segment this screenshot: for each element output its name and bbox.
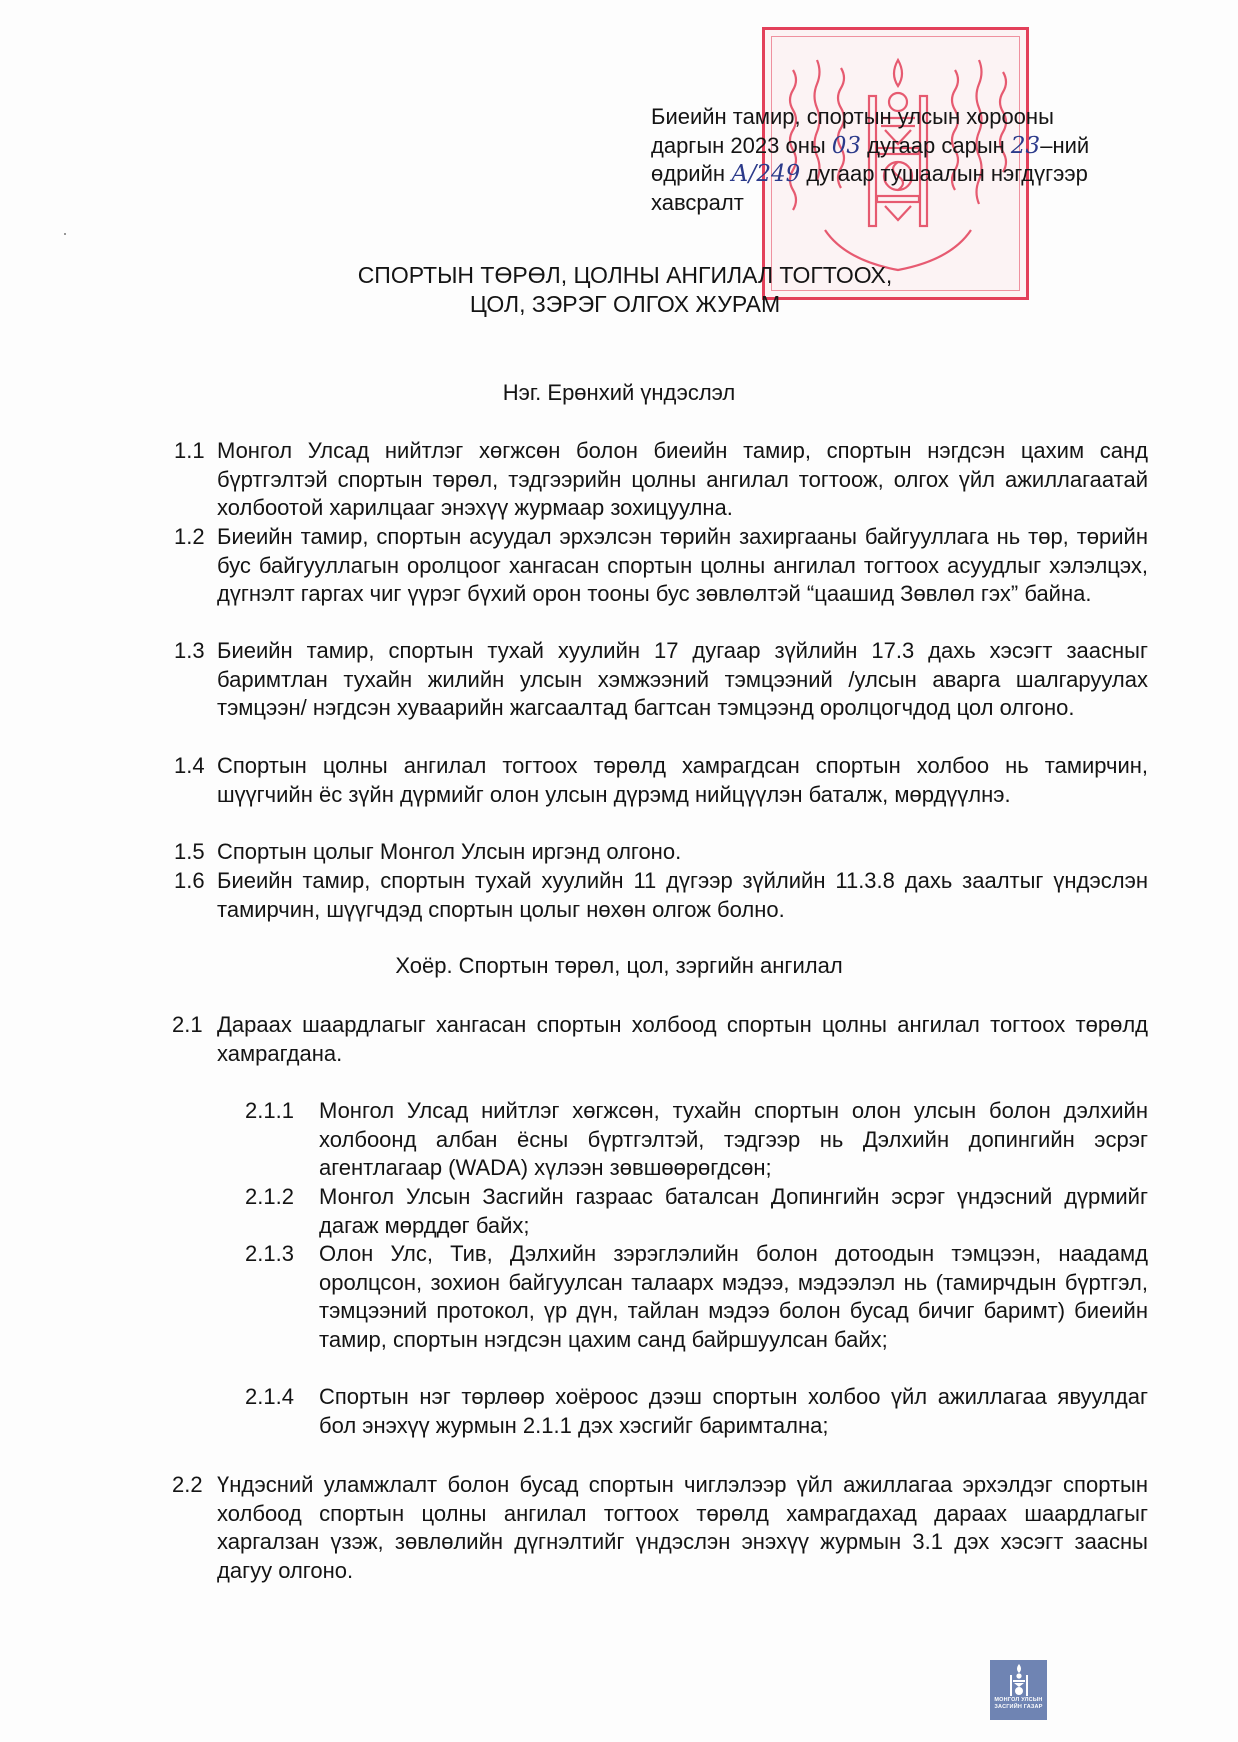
subclause-text: Монгол Улсад нийтлэг хөгжсөн, тухайн спортын олон улсын болон дэлхийн холбоонд албан ёсны бүртгэлтэй, тэдгээр нь Дэлхийн допингийн эсрэг агентлагаар (WADA) хүлээн зөвшөөрөгдсөн; bbox=[319, 1098, 1148, 1180]
clause-1-6 bbox=[174, 867, 1148, 924]
clause-text: Биеийн тамир, спортын тухай хуулийн 11 дүгээр зүйлийн 11.3.8 дахь заалтыг үндэслэн тамирчин, шүүгчдэд спортын цолыг нөхөн олгож болно. bbox=[217, 868, 1148, 922]
clause-number: 1.6 bbox=[174, 868, 205, 893]
clause-text: Үндэсний уламжлалт болон бусад спортын чиглэлээр үйл ажиллагаа эрхэлдэг спортын холбоод спортын цолны ангилал тогтоох төрөлд хамрагдахад дараах шаардлагыг харгалзан үзэж, зөвлөлийн дүгнэлтийг үндэслэн энэхүү журмын 3.1 дэх хэсэгт заасны дагуу олгоно. bbox=[217, 1472, 1148, 1583]
handwritten-day: 23 bbox=[1010, 132, 1041, 159]
clause-text: Спортын цолны ангилал тогтоох төрөлд хамрагдсан спортын холбоо нь тамирчин, шүүгчийн ёс зүйн дүрмийг олон улсын дүрэмд нийцүүлэн баталж, мөрдүүлнэ. bbox=[217, 753, 1148, 807]
subclause-number: 2.1.4 bbox=[245, 1384, 294, 1409]
subclause-2-1-2 bbox=[245, 1183, 1148, 1240]
handwritten-month: 03 bbox=[831, 132, 862, 159]
clause-number: 2.2 bbox=[172, 1472, 203, 1497]
clause-number: 1.3 bbox=[174, 638, 205, 663]
section-1-heading: Нэг. Ерөнхий үндэслэл bbox=[502, 380, 736, 405]
clause-text: Спортын цолыг Монгол Улсын иргэнд олгоно. bbox=[217, 839, 682, 864]
clause-text: Монгол Улсад нийтлэг хөгжсөн болон биеийн тамир, спортын нэгдсэн цахим санд бүртгэлтэй спортын төрөл, тэдгээрийн цолны ангилал тогтоож, олгох үйл ажиллагаатай холбоотой харилцааг энэхүү журмаар зохицуулна. bbox=[217, 438, 1148, 520]
logo-caption-2: ЗАСГИЙН ГАЗАР bbox=[994, 1703, 1043, 1710]
clause-text: Дараах шаардлагыг хангасан спортын холбоод спортын цолны ангилал тогтоох төрөлд хамрагдана. bbox=[217, 1012, 1148, 1066]
subclause-number: 2.1.3 bbox=[245, 1241, 294, 1266]
section-2-heading: Хоёр. Спортын төрөл, цол, зэргийн ангилал bbox=[395, 953, 843, 978]
subclause-text: Монгол Улсын Засгийн газраас баталсан Допингийн эсрэг үндэсний дүрмийг дагаж мөрддөг байх; bbox=[319, 1184, 1148, 1238]
scan-speck bbox=[64, 233, 66, 235]
clause-2-1 bbox=[172, 1011, 1148, 1068]
annex-line-1: Биеийн тамир, спортын улсын хорооны bbox=[651, 104, 1054, 129]
clause-1-3 bbox=[174, 637, 1148, 723]
annex-reference bbox=[651, 103, 1148, 217]
title-line-1: СПОРТЫН ТӨРӨЛ, ЦОЛНЫ АНГИЛАЛ ТОГТООХ, bbox=[357, 262, 893, 288]
annex-line-3: өдрийн А/249 дугаар тушаалын нэгдүгээр bbox=[651, 161, 1088, 187]
subclause-number: 2.1.1 bbox=[245, 1098, 294, 1123]
clause-number: 1.4 bbox=[174, 753, 205, 778]
soyombo-icon bbox=[1006, 1663, 1032, 1697]
logo-caption-1: МОНГОЛ УЛСЫН bbox=[994, 1697, 1043, 1703]
clause-text: Биеийн тамир, спортын асуудал эрхэлсэн төрийн захиргааны байгууллага нь төр, төрийн бус байгууллагын оролцоог хангасан спортын цолны ангилал тогтоох асуудлыг хэлэлцэх, дүгнэлт гаргах чиг үүрэг бүхий орон тооны бус зөвлөлтэй “цаашид Зөвлөл гэх” байна. bbox=[217, 524, 1148, 606]
subclause-text: Спортын нэг төрлөөр хоёроос дээш спортын холбоо үйл ажиллагаа явуулдаг бол энэхүү журмын 2.1.1 дэх хэсгийг баримтална; bbox=[319, 1384, 1148, 1438]
annex-line-4: хавсралт bbox=[651, 189, 744, 215]
clause-1-1 bbox=[174, 437, 1148, 523]
clause-1-4 bbox=[174, 752, 1148, 809]
clause-1-2 bbox=[174, 523, 1148, 609]
handwritten-order-number: А/249 bbox=[731, 161, 801, 187]
clause-1-5 bbox=[174, 838, 1148, 867]
annex-line-2: даргын 2023 оны 03 дугаар сарын 23–ний bbox=[651, 132, 1090, 159]
subclause-2-1-3 bbox=[245, 1240, 1148, 1354]
subclause-text: Олон Улс, Тив, Дэлхийн зэрэглэлийн болон дотоодын тэмцээн, наадамд оролцсон, зохион байгуулсан талаарх мэдээ, мэдээлэл нь (тамирчдын бүртгэл, тэмцээний протокол, үр дүн, тайлан мэдээ болон бусад бичиг баримт) биеийн тамир, спортын нэгдсэн цахим санд байршуулсан байх; bbox=[319, 1241, 1148, 1352]
document-title bbox=[300, 261, 950, 319]
clause-number: 1.2 bbox=[174, 524, 205, 549]
government-logo bbox=[990, 1660, 1047, 1720]
title-line-2: ЦОЛ, ЗЭРЭГ ОЛГОХ ЖУРАМ bbox=[469, 291, 781, 317]
clause-number: 2.1 bbox=[172, 1012, 203, 1037]
clause-text: Биеийн тамир, спортын тухай хуулийн 17 дугаар зүйлийн 17.3 дахь хэсэгт заасныг баримтлан тухайн жилийн улсын хэмжээний тэмцээний /улсын аварга шалгаруулах тэмцээн/ нэгдсэн хуваарийн жагсаалтад багтсан тэмцээнд оролцогчдод цол олгоно. bbox=[217, 638, 1148, 720]
subclause-2-1-4 bbox=[245, 1383, 1148, 1440]
clause-number: 1.1 bbox=[174, 438, 205, 463]
clause-2-2 bbox=[172, 1471, 1148, 1585]
subclause-2-1-1 bbox=[245, 1097, 1148, 1183]
clause-number: 1.5 bbox=[174, 839, 205, 864]
subclause-number: 2.1.2 bbox=[245, 1184, 294, 1209]
